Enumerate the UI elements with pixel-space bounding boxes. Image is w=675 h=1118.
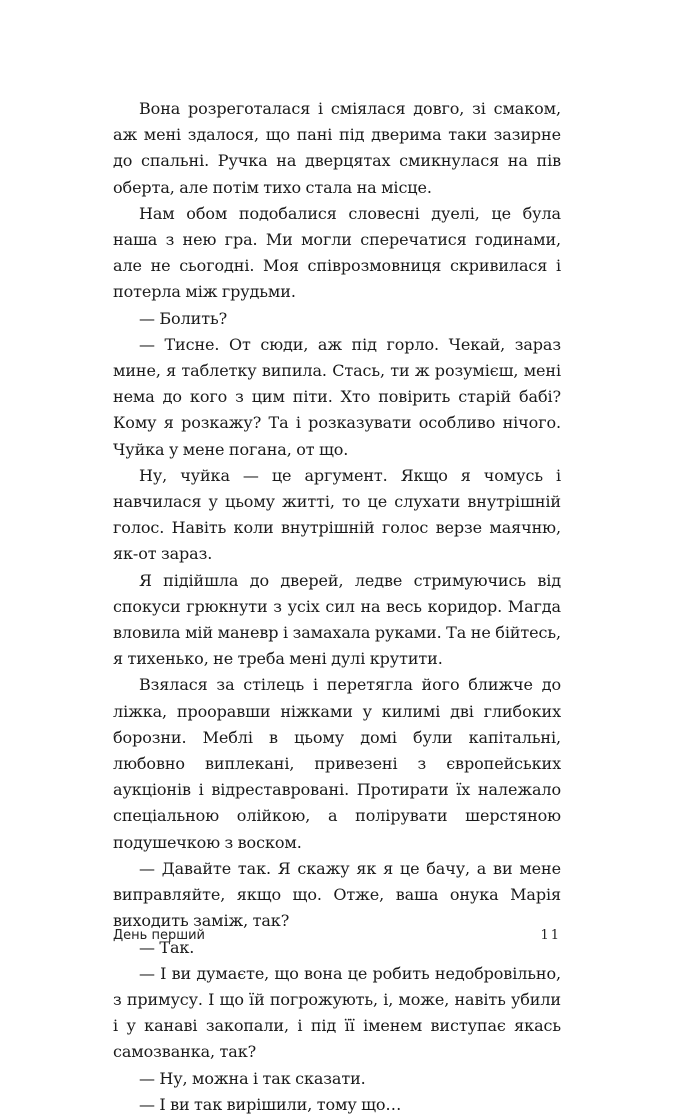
paragraph-11: — Ну, можна і так сказати. [139,1068,366,1088]
paragraph-4: — Тисне. От сюди, аж під горло. Чекай, зараз мине, я таблетку випила. Стась, ти ж розумієш, мені нема до кого з цим піти. Хто повірить старій бабі? Кому я розкажу? Та і розказувати особливо нічого. Чуйка у мене погана, от що. [113,334,561,459]
paragraph-3: — Болить? [139,308,228,328]
paragraph-2: Нам обом подобалися словесні дуелі, це була наша з нею гра. Ми могли сперечатися годинами, але не сьогодні. Моя співрозмовниця скривилася і потерла між грудьми. [113,203,561,302]
paragraph-9: — Так. [139,937,195,957]
running-title: День перший [113,928,205,943]
page-footer [113,928,561,952]
paragraph-7: Взялася за стілець і перетягла його ближче до ліжка, прооравши ніжками у килимі дві глибоких борозни. Меблі в цьому домі були капітальні, любовно виплекані, привезені з європейських аукціонів і відреставровані. Протирати їх належало спеціальною олійкою, а полірувати шерстяною подушечкою з воском. [113,675,561,852]
paragraph-6: Я підійшла до дверей, ледве стримуючись від спокуси грюкнути з усіх сил на весь коридор. Магда вловила мій маневр і замахала руками. Та не бійтесь, я тихенько, не треба мені дулі крутити. [113,570,561,669]
page-number: 11 [540,928,561,943]
paragraph-8: — Давайте так. Я скажу як я це бачу, а ви мене виправляйте, якщо що. Отже, ваша онука Марія виходить заміж, так? [113,858,561,931]
paragraph-12: — І ви так вирішили, тому що… [139,1094,402,1114]
paragraph-10: — І ви думаєте, що вона це робить недобровільно, з примусу. І що їй погрожують, і, може, навіть убили і у канаві закопали, і під її іменем виступає якась самозванка, так? [113,963,561,1062]
paragraph-5: Ну, чуйка — це аргумент. Якщо я чомусь і навчилася у цьому житті, то це слухати внутрішній голос. Навіть коли внутрішній голос верзе маячню, як-от зараз. [113,465,561,564]
paragraph-1: Вона розреготалася і сміялася довго, зі смаком, аж мені здалося, що пані під дверима таки зазирне до спальні. Ручка на дверцятах смикнулася на пів оберта, але потім тихо стала на місце. [113,99,561,197]
body-text [113,96,561,1118]
